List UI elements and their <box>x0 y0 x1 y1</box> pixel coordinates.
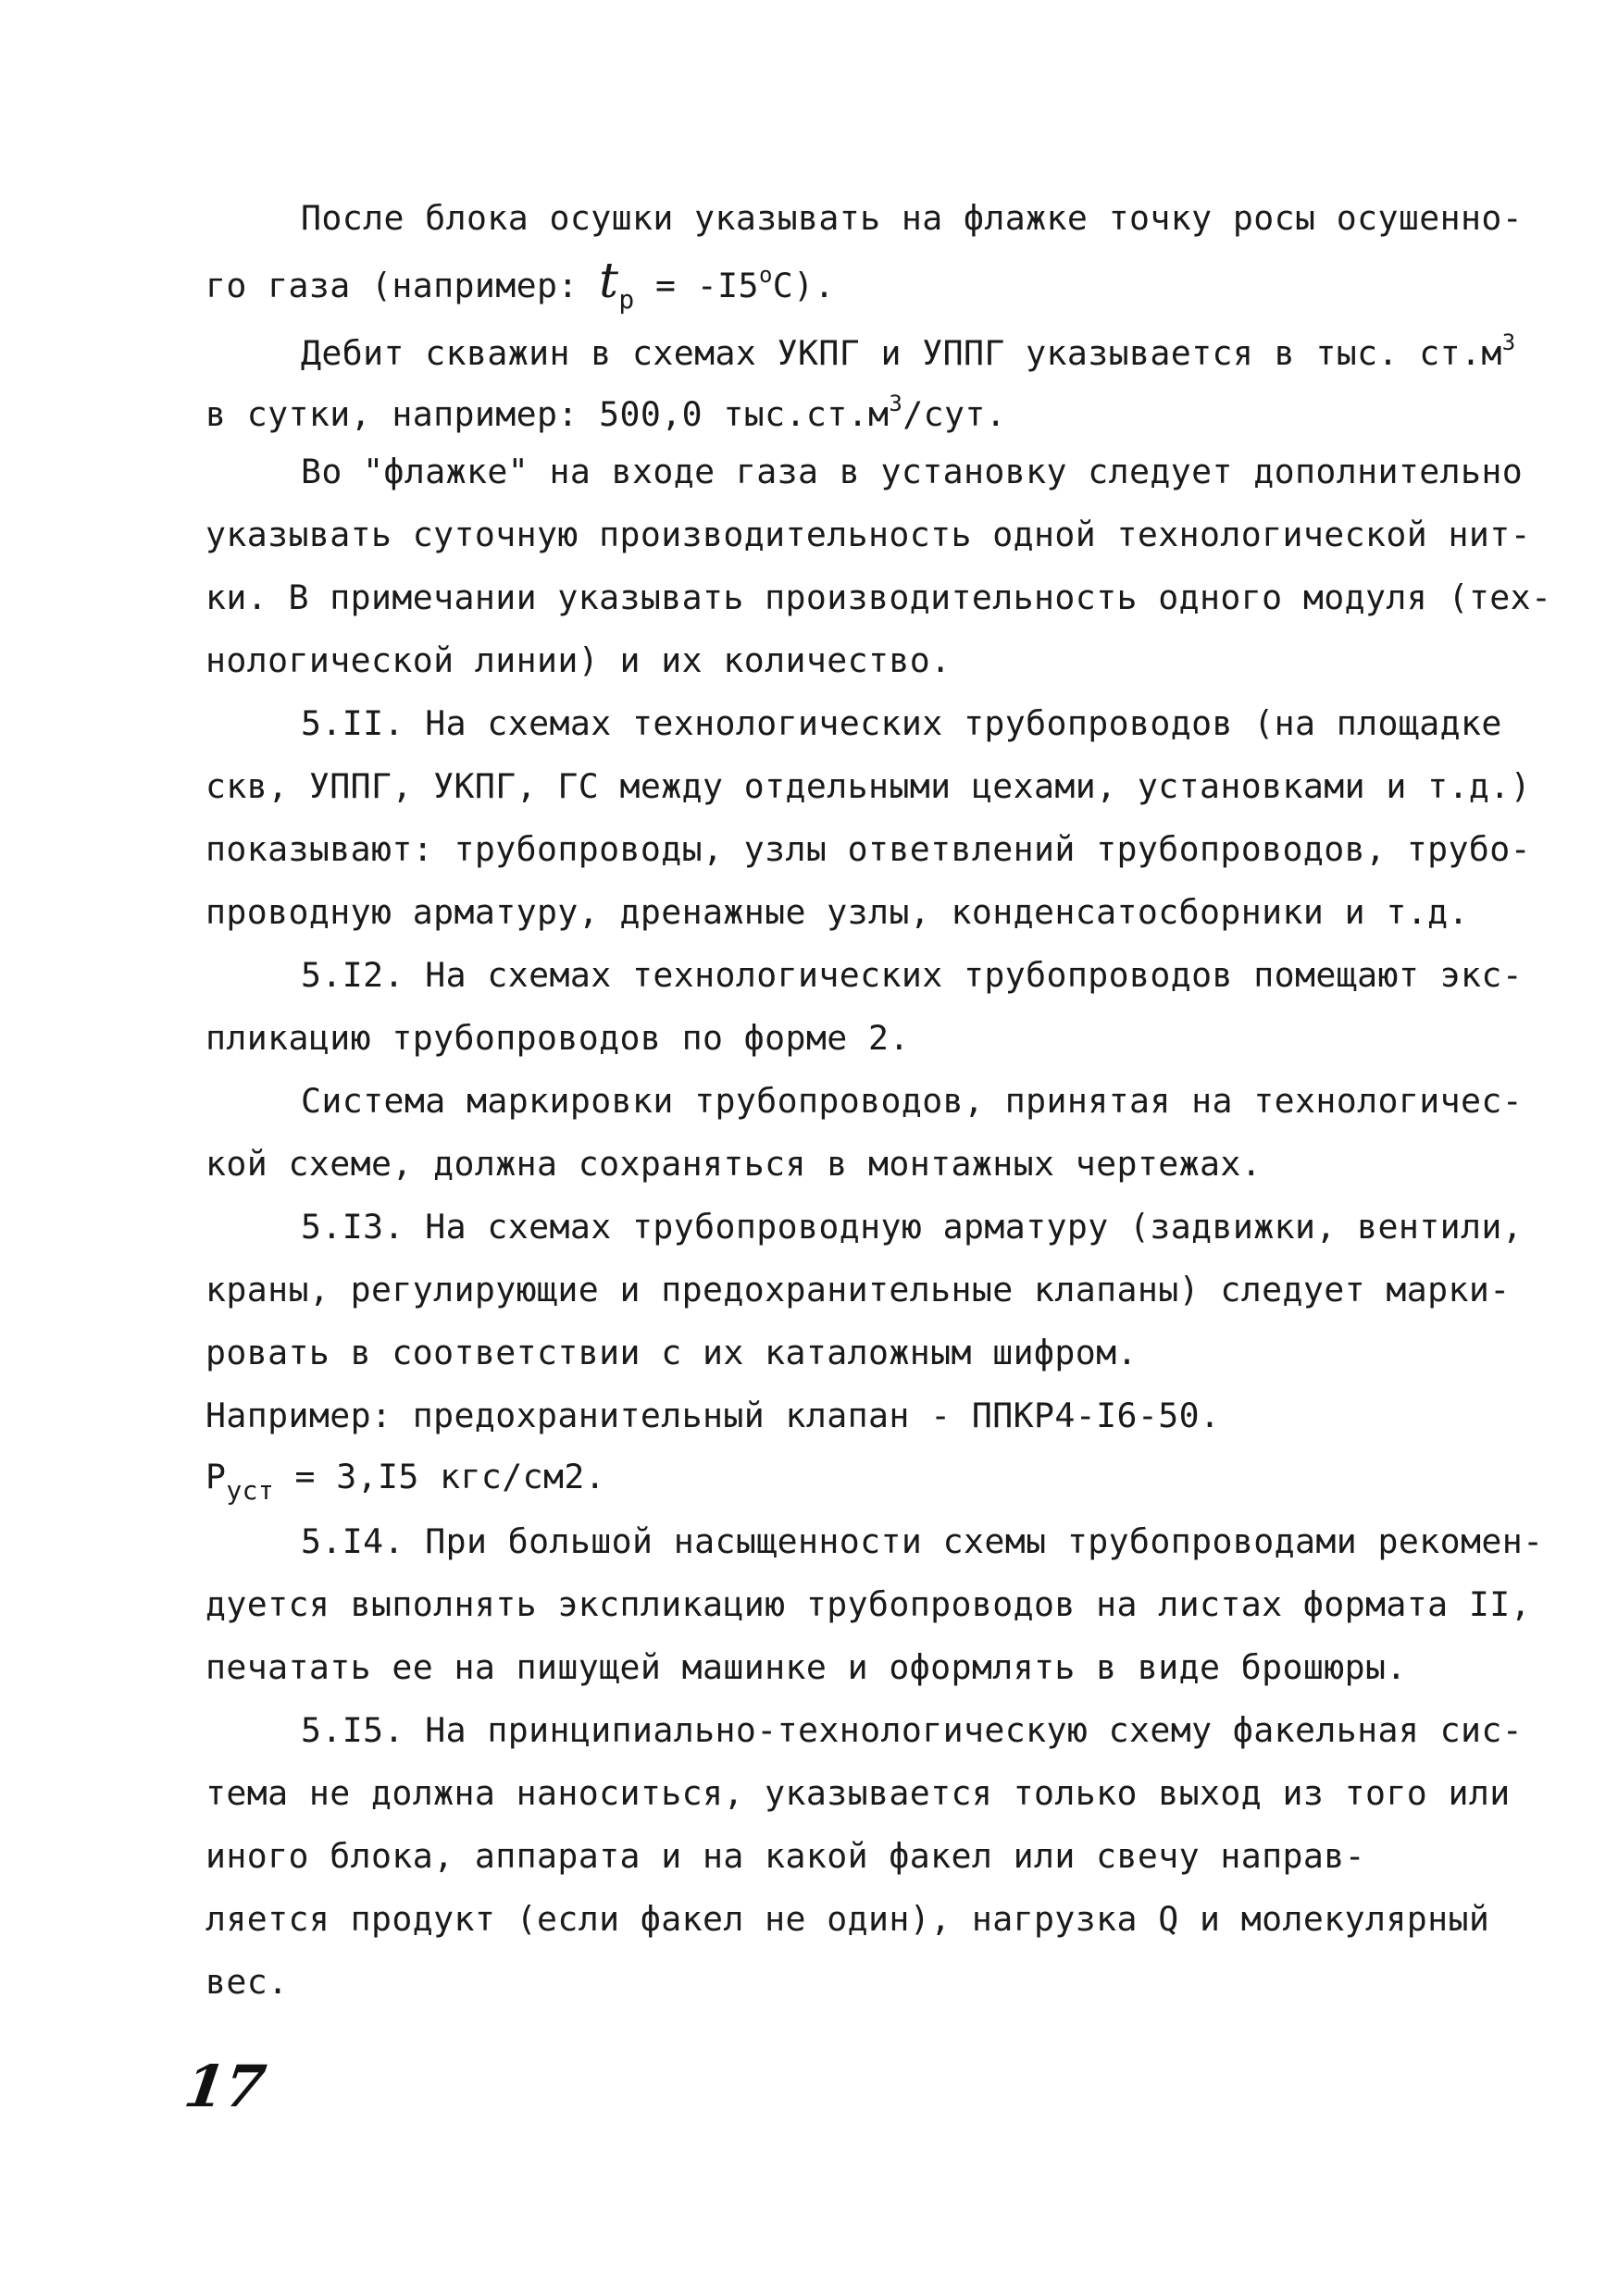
superscript: 3 <box>889 391 903 416</box>
text-fragment: = 3,I5 кгс/см2. <box>274 1457 606 1496</box>
text-line: ровать в соответствии с их каталожным шифром. <box>205 1333 1138 1372</box>
text-line: показывают: трубопроводы, узлы ответвлений трубопроводов, трубо- <box>205 829 1531 869</box>
dew-point-subscript: р <box>618 284 635 315</box>
text-line: скв, УППГ, УКПГ, ГС между отдельными цехами, установками и т.д.) <box>205 766 1531 806</box>
text-fragment: = -I5 <box>634 266 759 305</box>
text-line: Во "флажке" на входе газа в установку следует дополнительно <box>301 452 1524 491</box>
text-line <box>205 254 835 315</box>
pressure-symbol: Р <box>205 1457 227 1496</box>
text-line <box>301 331 1516 371</box>
dew-point-symbol: t <box>599 254 619 309</box>
text-fragment: Дебит скважин в схемах УКПГ и УППГ указывается в тыс. ст.м <box>301 333 1502 373</box>
text-line: печатать ее на пишущей машинке и оформлять в виде брошюры. <box>205 1647 1407 1687</box>
text-line: Система маркировки трубопроводов, принятая на технологичес- <box>301 1081 1524 1121</box>
text-fragment: го газа (например: <box>205 266 600 305</box>
page-number: 17 <box>180 2053 270 2120</box>
text-line: тема не должна наноситься, указывается только выход из того или <box>205 1773 1511 1813</box>
text-line: вес. <box>205 1962 289 2002</box>
text-line: 5.I5. На принципиально-технологическую схему факельная сис- <box>301 1710 1524 1750</box>
text-line: иного блока, аппарата и на какой факел или свечу направ- <box>205 1836 1365 1876</box>
text-fragment: С). <box>772 266 835 305</box>
text-line: указывать суточную производительность одной технологической нит- <box>205 515 1531 554</box>
text-line <box>205 392 1006 432</box>
text-line: ляется продукт (если факел не один), нагрузка Q и молекулярный <box>205 1899 1490 1939</box>
text-line <box>205 1457 606 1506</box>
text-line: 5.I4. При большой насыщенности схемы трубопроводами рекомен- <box>301 1521 1544 1561</box>
text-line: дуется выполнять экспликацию трубопроводов на листах формата II, <box>205 1584 1531 1624</box>
text-line: 5.I2. На схемах технологических трубопроводов помещают экс- <box>301 955 1524 995</box>
text-line: ки. В примечании указывать производительность одного модуля (тех- <box>205 577 1552 617</box>
text-line: 5.II. На схемах технологических трубопроводов (на площадке <box>301 703 1502 743</box>
text-fragment: /сут. <box>902 394 1007 434</box>
degree-superscript: о <box>758 262 773 288</box>
text-line: кой схеме, должна сохраняться в монтажных чертежах. <box>205 1144 1263 1184</box>
superscript: 3 <box>1501 329 1516 355</box>
text-line: После блока осушки указывать на флажке точку росы осушенно- <box>301 198 1524 238</box>
pressure-subscript: уст <box>226 1475 275 1506</box>
text-line: Например: предохранительный клапан - ППКР4-I6-50. <box>205 1396 1221 1435</box>
text-fragment: в сутки, например: 500,0 тыс.ст.м <box>205 394 890 434</box>
text-line: пликацию трубопроводов по форме 2. <box>205 1018 910 1058</box>
text-line: 5.I3. На схемах трубопроводную арматуру (задвижки, вентили, <box>301 1207 1524 1247</box>
text-line: краны, регулирующие и предохранительные клапаны) следует марки- <box>205 1270 1511 1309</box>
text-line: нологической линии) и их количество. <box>205 640 952 680</box>
text-line: проводную арматуру, дренажные узлы, конденсатосборники и т.д. <box>205 892 1469 932</box>
